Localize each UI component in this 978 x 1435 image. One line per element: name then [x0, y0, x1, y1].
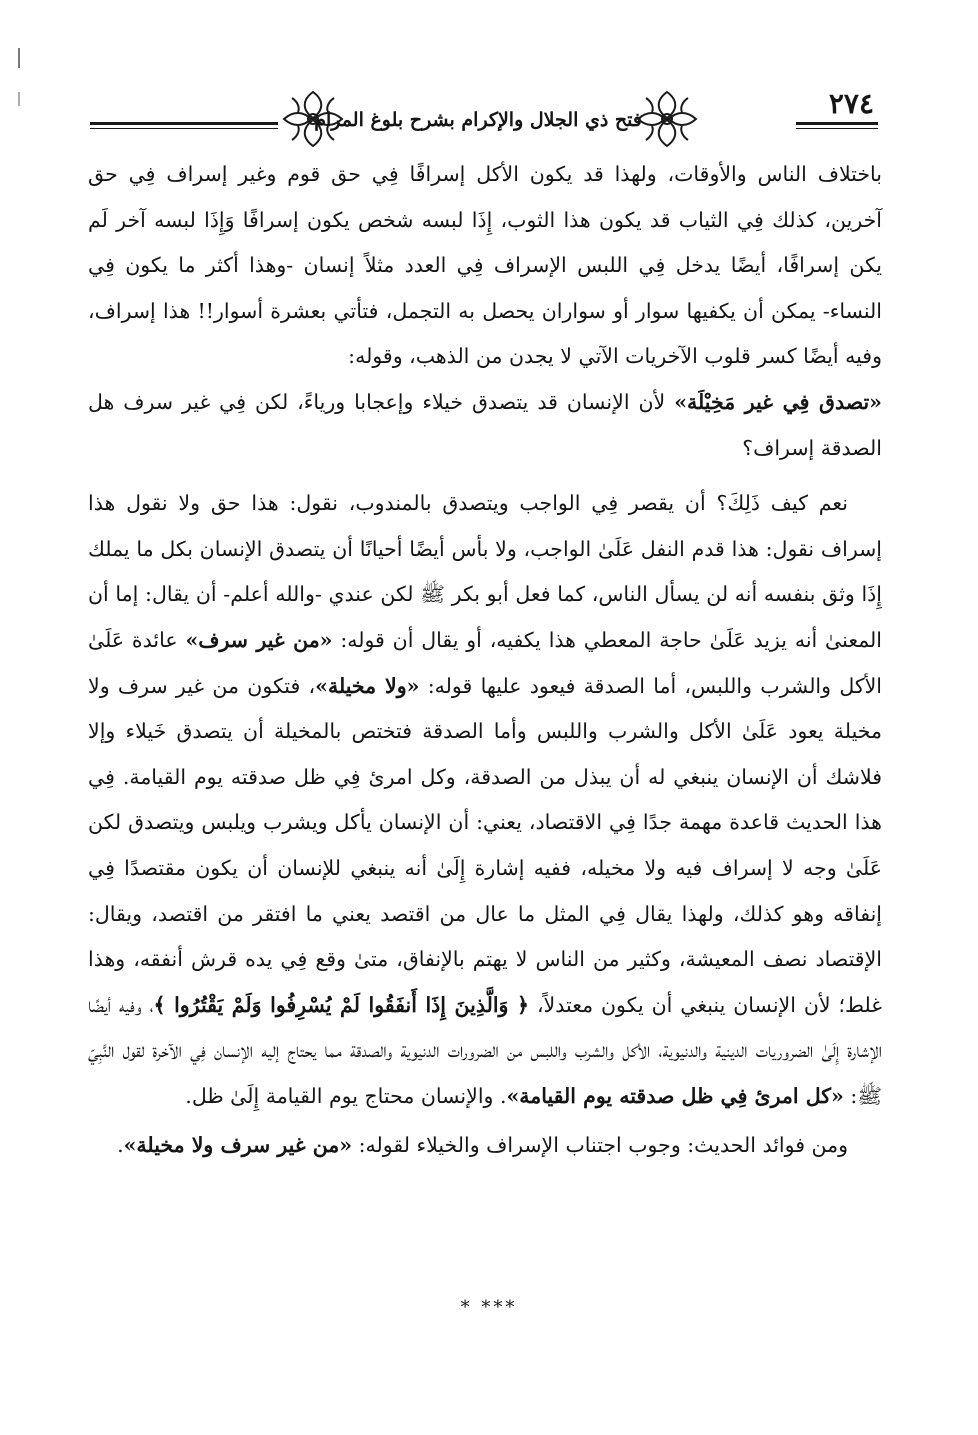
paragraph-text: ، وفيه أيضًا الإشارة إِلَىٰ الضروريات الدينية والدنيوية، الأكل والشرب واللبس من الضرورات الدنيوية والصدقة مما يحتاج إليه الإنسان فِي الآخرة لقول النَّبِيّ ﷺ: [88, 992, 882, 1108]
hadith-quote: «كل امرئ فِي ظل صدقته يوم القيامة» [506, 1083, 844, 1108]
hadith-quote: «ولا مخيلة» [315, 673, 420, 698]
paragraph [88, 1123, 882, 1169]
scan-mark [18, 92, 20, 106]
header-rule-thick [796, 122, 878, 125]
hadith-quote: «تصدق فِي غير مَخِيْلَة» [674, 389, 882, 414]
paragraph-text: لأن الإنسان قد يتصدق خيلاء وإعجابا ورياءً، لكن فِي غير سرف هل الصدقة إسراف؟ [88, 389, 882, 460]
section-end-stars: *** * [460, 1297, 518, 1318]
header-rule-thin [796, 128, 878, 129]
header-rule-thin [90, 128, 278, 129]
paragraph [88, 481, 882, 1119]
hadith-quote: «من غير سرف ولا مخيلة» [123, 1133, 353, 1158]
paragraph-text: . [117, 1133, 124, 1158]
paragraph-text: نعم كيف ذَلِكَ؟ أن يقصر فِي الواجب ويتصدق بالمندوب، نقول: هذا حق ولا نقول هذا إسراف نقول: هذا قدم النفل عَلَىٰ الواجب، ولا بأس أيضًا أحيانًا أن يتصدق الإنسان بكل ما يملك إِذَا وثق بنفسه أنه لن يسأل الناس، كما فعل أبو بكر ﷺ لكن عندي -والله أعلم- أن يقال: إما أن المعنىٰ أنه يزيد عَلَىٰ حاجة المعطي هذا يكفيه، أو يقال أن قوله: [88, 491, 882, 652]
header-rule-thick [90, 122, 278, 125]
quran-verse: ﴿ وَالَّذِينَ إِذَا أَنفَقُوا لَمْ يُسْرِفُوا وَلَمْ يَقْتُرُوا ﴾ [153, 992, 530, 1017]
benefits-label: ومن فوائد الحديث: [680, 1133, 848, 1158]
body-text [88, 152, 882, 1169]
floral-ornament-icon [632, 88, 702, 150]
paragraph-text: . والإنسان محتاج يوم القيامة إِلَىٰ ظل. [185, 1083, 507, 1108]
paragraph-text: عائدة عَلَىٰ الأكل والشرب واللبس، أما الصدقة فيعود عليها قوله: [88, 627, 882, 698]
paragraph-text: وجوب اجتناب الإسراف والخيلاء لقوله: [352, 1133, 681, 1158]
scan-mark [18, 48, 20, 68]
running-title: فتح ذي الجلال والإكرام بشرح بلوغ المرام [314, 109, 642, 131]
paragraph-text: ، فتكون من غير سرف ولا مخيلة يعود عَلَىٰ الأكل والشرب واللبس وأما الصدقة فتختص بالمخيلة أن يتصدق خَيلاء وإلا فلاشك أن الإنسان ينبغي له أن يبذل من الصدقة، وكل امرئ فِي ظل صدقته يوم القيامة. فِي هذا الحديث قاعدة مهمة جدًا فِي الاقتصاد، يعني: أن الإنسان يأكل ويشرب ويلبس ويتصدق لكن عَلَىٰ وجه لا إسراف فيه ولا مخيله، ففيه إشارة إِلَىٰ أنه ينبغي للإنسان أن يكون مقتصدًا فِي إنفاقه وهو كذلك، ولهذا يقال فِي المثل ما عال من اقتصد يعني ما افتقر من اقتصد، ويقال: الإقتصاد نصف المعيشة، وكثير من الناس لا يهتم بالإنفاق، متىٰ وقع فِي يده قرش أنفقه، وهذا غلط؛ لأن الإنسان ينبغي أن يكون معتدلاً، [88, 673, 883, 1017]
paragraph [88, 152, 882, 471]
paragraph-text: باختلاف الناس والأوقات، ولهذا قد يكون الأكل إسرافًا فِي حق قوم وغير إسراف فِي حق آخرين، كذلك فِي الثياب قد يكون هذا الثوب، إِذَا لبسه شخص يكون إسرافًا وَإِذَا لبسه آخر لَم يكن إسرافًا، أيضًا يدخل فِي اللبس الإسراف فِي العدد مثلاً إنسان -وهذا أكثر ما يكون فِي النساء- يمكن أن يكفيها سوار أو سواران يحصل به التجمل، فتأتي بعشرة أسوار!! هذا إسراف، وفيه أيضًا كسر قلوب الآخريات الآتي لا يجدن من الذهب، وقوله: [88, 162, 882, 369]
page-number: ٢٧٤ [828, 87, 874, 120]
hadith-quote: «من غير سرف» [185, 627, 333, 652]
page-header [84, 82, 884, 152]
